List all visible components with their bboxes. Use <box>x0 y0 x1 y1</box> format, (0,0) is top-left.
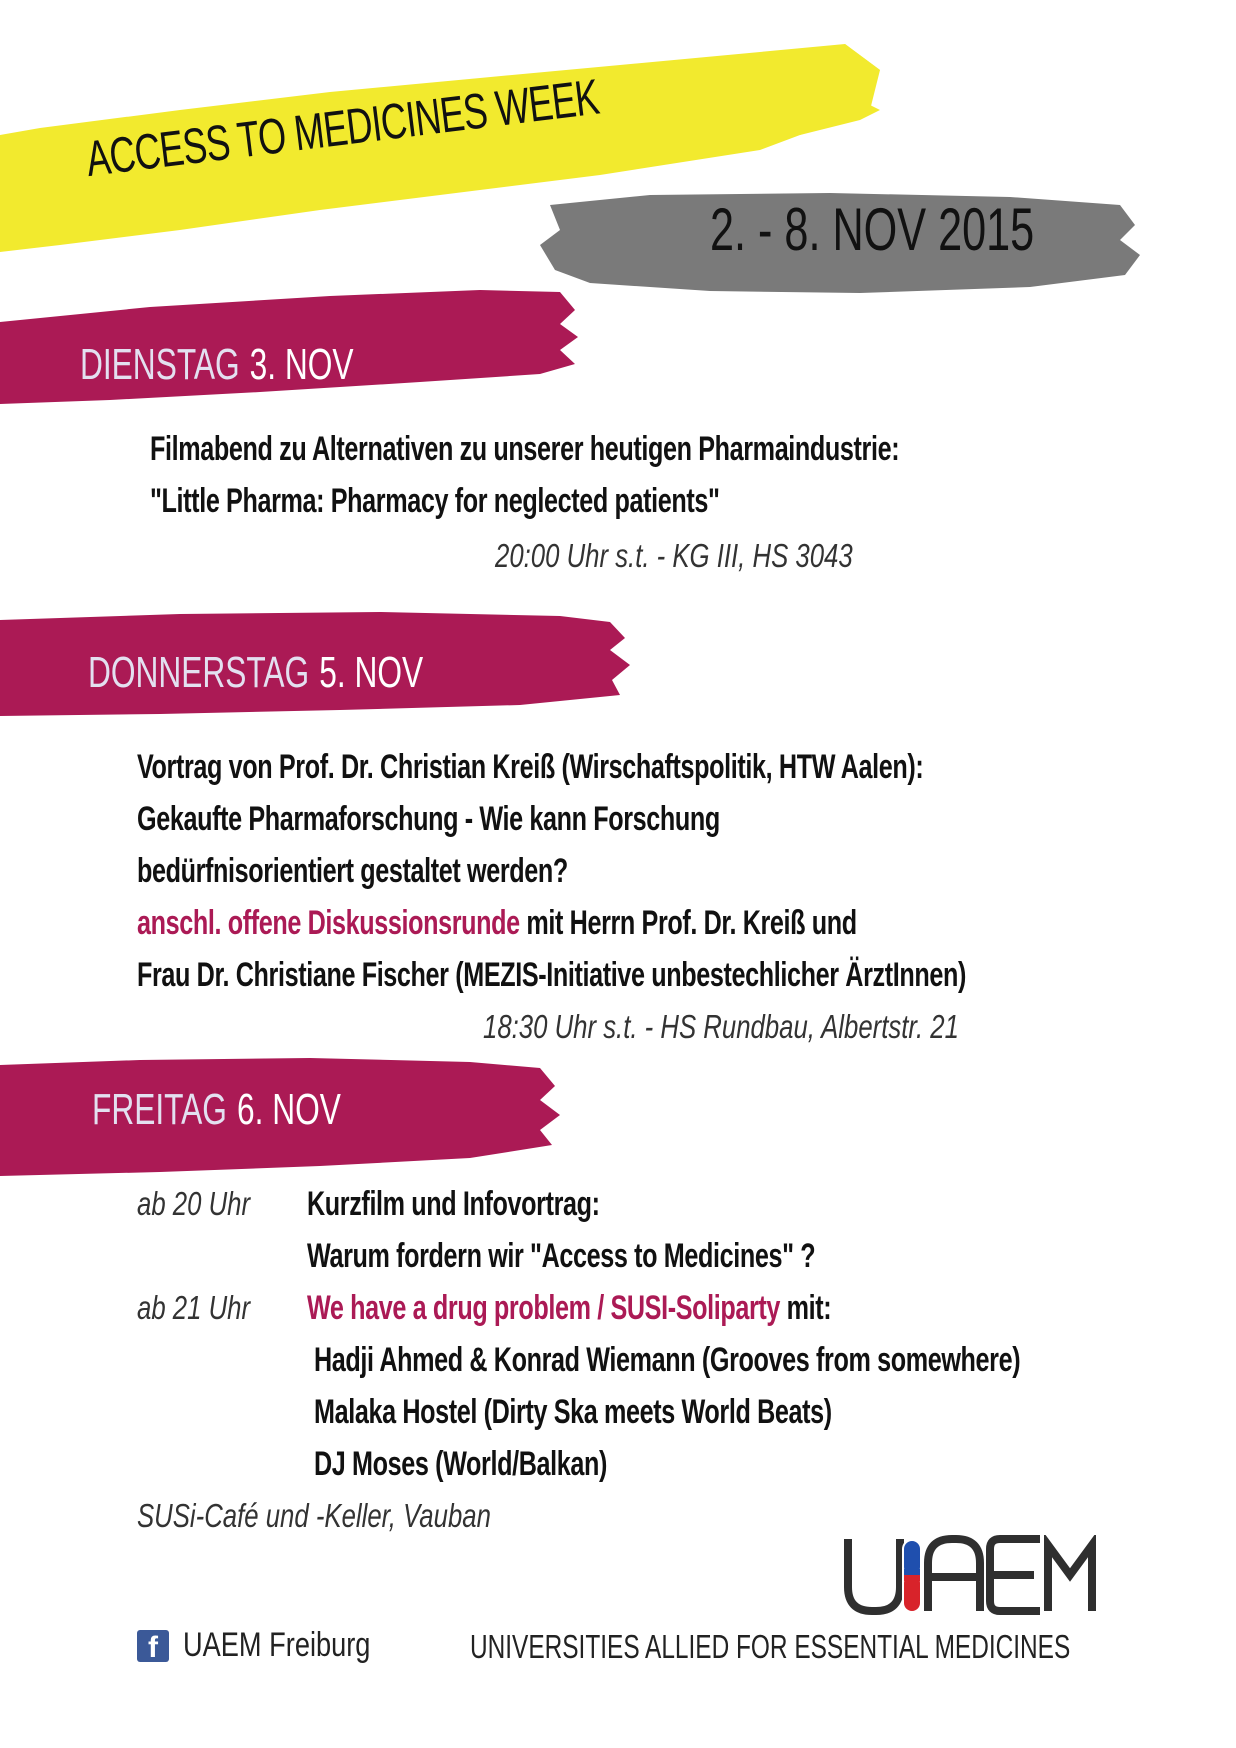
event-line: Gekaufte Pharmaforschung - Wie kann Forschung <box>137 800 720 838</box>
page-title: ACCESS TO MEDICINES WEEK <box>83 68 602 188</box>
act-item: Malaka Hostel (Dirty Ska meets World Beats) <box>314 1393 832 1431</box>
facebook-icon[interactable]: f <box>137 1630 169 1662</box>
facebook-page-label[interactable]: UAEM Freiburg <box>183 1626 371 1664</box>
event-line: Frau Dr. Christiane Fischer (MEZIS-Initiative unbestechlicher ÄrztInnen) <box>137 956 966 994</box>
day-name: FREITAG <box>92 1085 227 1134</box>
event-line: Warum fordern wir "Access to Medicines" ? <box>307 1237 816 1275</box>
day-header-thursday <box>88 648 423 698</box>
discussion-rest: mit Herrn Prof. Dr. Kreiß und <box>519 904 857 942</box>
uaem-logo-mark <box>840 1535 1100 1615</box>
week-dates: 2. - 8. NOV 2015 <box>710 196 1035 263</box>
event-line <box>137 904 857 943</box>
event-line: Kurzfilm und Infovortrag: <box>307 1185 600 1223</box>
day-date: 6. NOV <box>237 1085 341 1134</box>
event-line: bedürfnisorientiert gestaltet werden? <box>137 852 568 890</box>
event-line: Vortrag von Prof. Dr. Christian Kreiß (Wirschaftspolitik, HTW Aalen): <box>137 748 924 786</box>
act-item: DJ Moses (World/Balkan) <box>314 1445 608 1483</box>
event-time-location: 18:30 Uhr s.t. - HS Rundbau, Albertstr. 21 <box>483 1008 959 1045</box>
event-line: "Little Pharma: Pharmacy for neglected patients" <box>150 482 720 520</box>
act-item: Hadji Ahmed & Konrad Wiemann (Grooves from somewhere) <box>314 1341 1021 1379</box>
event-line: Filmabend zu Alternativen zu unserer heutigen Pharmaindustrie: <box>150 430 900 468</box>
day-name: DIENSTAG <box>80 340 240 389</box>
discussion-highlight: anschl. offene Diskussionsrunde <box>137 904 520 942</box>
party-highlight: We have a drug problem / SUSI-Soliparty <box>307 1289 781 1327</box>
day-name: DONNERSTAG <box>88 648 310 697</box>
day-header-friday <box>92 1085 341 1135</box>
uaem-logo <box>840 1535 1100 1615</box>
day-header-tuesday <box>80 340 354 390</box>
day-date: 3. NOV <box>249 340 354 389</box>
day-date: 5. NOV <box>319 648 424 697</box>
party-rest: mit: <box>780 1289 832 1327</box>
organization-name: UNIVERSITIES ALLIED FOR ESSENTIAL MEDICINES <box>470 1628 1071 1665</box>
event-location: SUSi-Café und -Keller, Vauban <box>137 1497 491 1534</box>
event-time: ab 21 Uhr <box>137 1289 251 1326</box>
event-time-location: 20:00 Uhr s.t. - KG III, HS 3043 <box>495 537 853 574</box>
event-line <box>307 1289 831 1328</box>
event-time: ab 20 Uhr <box>137 1185 251 1222</box>
